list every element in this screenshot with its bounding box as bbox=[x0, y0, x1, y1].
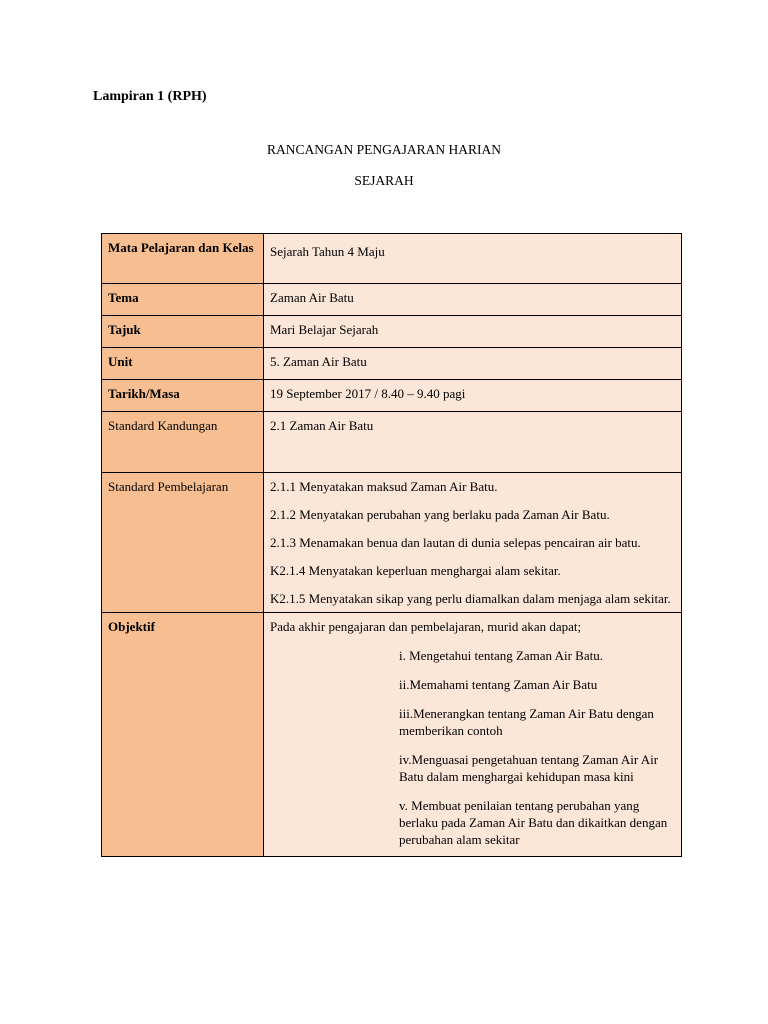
value-unit: 5. Zaman Air Batu bbox=[264, 348, 682, 380]
value-standard-pembelajaran bbox=[264, 473, 682, 613]
table-row bbox=[102, 348, 682, 380]
table-row bbox=[102, 613, 682, 857]
objective-intro: Pada akhir pengajaran dan pembelajaran, murid akan dapat; bbox=[270, 619, 582, 634]
value-tajuk: Mari Belajar Sejarah bbox=[264, 316, 682, 348]
label-standard-kandungan: Standard Kandungan bbox=[102, 412, 264, 473]
label-objektif: Objektif bbox=[102, 613, 264, 857]
list-item: K2.1.4 Menyatakan keperluan menghargai alam sekitar. bbox=[270, 563, 561, 578]
value-mata-pelajaran: Sejarah Tahun 4 Maju bbox=[264, 234, 682, 284]
table-row bbox=[102, 284, 682, 316]
list-item: K2.1.5 Menyatakan sikap yang perlu diamalkan dalam menjaga alam sekitar. bbox=[270, 591, 671, 606]
list-item: 2.1.2 Menyatakan perubahan yang berlaku pada Zaman Air Batu. bbox=[270, 507, 610, 522]
document-title: RANCANGAN PENGAJARAN HARIAN bbox=[266, 142, 501, 157]
table-row bbox=[102, 316, 682, 348]
value-tema: Zaman Air Batu bbox=[264, 284, 682, 316]
appendix-label: Lampiran 1 (RPH) bbox=[93, 89, 207, 104]
table-row bbox=[102, 380, 682, 412]
list-item: v. Membuat penilaian tentang perubahan yang berlaku pada Zaman Air Batu dan dikaitkan dengan perubahan alam sekitar bbox=[399, 798, 668, 847]
list-item: i. Mengetahui tentang Zaman Air Batu. bbox=[399, 648, 603, 663]
list-item: 2.1.1 Menyatakan maksud Zaman Air Batu. bbox=[270, 479, 498, 494]
list-item: 2.1.3 Menamakan benua dan lautan di dunia selepas pencairan air batu. bbox=[270, 535, 641, 550]
value-standard-kandungan: 2.1 Zaman Air Batu bbox=[264, 412, 682, 473]
document-subject: SEJARAH bbox=[354, 173, 414, 188]
list-item: iii.Menerangkan tentang Zaman Air Batu dengan memberikan contoh bbox=[399, 706, 654, 738]
list-item: ii.Memahami tentang Zaman Air Batu bbox=[399, 677, 598, 692]
value-tarikh: 19 September 2017 / 8.40 – 9.40 pagi bbox=[264, 380, 682, 412]
label-unit: Unit bbox=[102, 348, 264, 380]
label-mata-pelajaran: Mata Pelajaran dan Kelas bbox=[102, 234, 264, 284]
lesson-plan-table bbox=[101, 233, 682, 857]
label-standard-pembelajaran: Standard Pembelajaran bbox=[102, 473, 264, 613]
label-tarikh: Tarikh/Masa bbox=[102, 380, 264, 412]
table-row bbox=[102, 412, 682, 473]
objective-list bbox=[399, 647, 675, 848]
value-objektif bbox=[264, 613, 682, 857]
table-row bbox=[102, 234, 682, 284]
label-tema: Tema bbox=[102, 284, 264, 316]
label-tajuk: Tajuk bbox=[102, 316, 264, 348]
list-item: iv.Menguasai pengetahuan tentang Zaman Air Air Batu dalam menghargai kehidupan masa kini bbox=[399, 752, 659, 784]
table-row bbox=[102, 473, 682, 613]
